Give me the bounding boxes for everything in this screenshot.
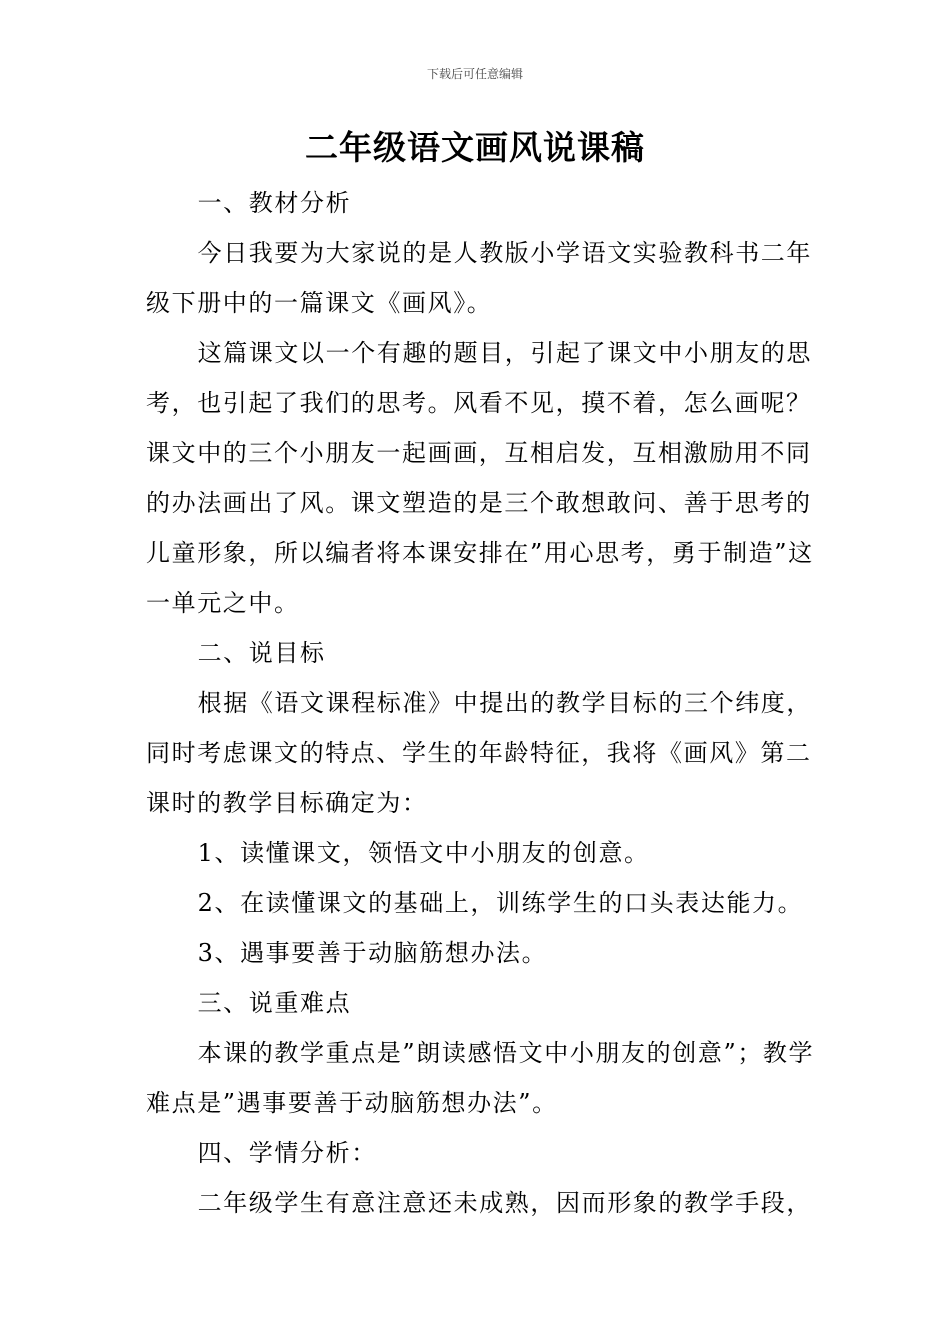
- section-heading-student-analysis: 四、学情分析：: [197, 1139, 377, 1167]
- paragraph-key-points: 本课的教学重点是”朗读感悟文中小朋友的创意”；教学难点是”遇事要善于动脑筋想办法”。: [146, 1039, 815, 1117]
- list-item-objective-3: 3、遇事要善于动脑筋想办法。: [197, 939, 548, 967]
- paragraph-text-analysis: 这篇课文以一个有趣的题目，引起了课文中小朋友的思考，也引起了我们的思考。风看不见，摸不着，怎么画呢？课文中的三个小朋友一起画画，互相启发，互相激励用不同的办法画出了风。课文塑造的是三个敢想敢问、善于思考的儿童形象，所以编者将本课安排在”用心思考，勇于制造”这一单元之中。: [146, 339, 814, 617]
- paragraph-objectives-intro: 根据《语文课程标准》中提出的教学目标的三个纬度，同时考虑课文的特点、学生的年龄特征，我将《画风》第二课时的教学目标确定为：: [146, 689, 812, 817]
- paragraph-student-analysis: 二年级学生有意注意还未成熟，因而形象的教学手段，: [197, 1189, 812, 1217]
- section-heading-key-points: 三、说重难点: [197, 989, 352, 1017]
- document-title: 二年级语文画风说课稿: [305, 128, 645, 167]
- section-heading-objectives: 二、说目标: [197, 639, 326, 667]
- document-body: [146, 178, 818, 1228]
- paragraph-intro: 今日我要为大家说的是人教版小学语文实验教科书二年级下册中的一篇课文《画风》。: [146, 239, 812, 317]
- list-item-objective-1: 1、读懂课文，领悟文中小朋友的创意。: [197, 839, 650, 867]
- section-heading-textbook-analysis: 一、教材分析: [197, 189, 352, 217]
- list-item-objective-2: 2、在读懂课文的基础上，训练学生的口头表达能力。: [197, 889, 804, 917]
- header-note: 下载后可任意编辑: [426, 67, 523, 81]
